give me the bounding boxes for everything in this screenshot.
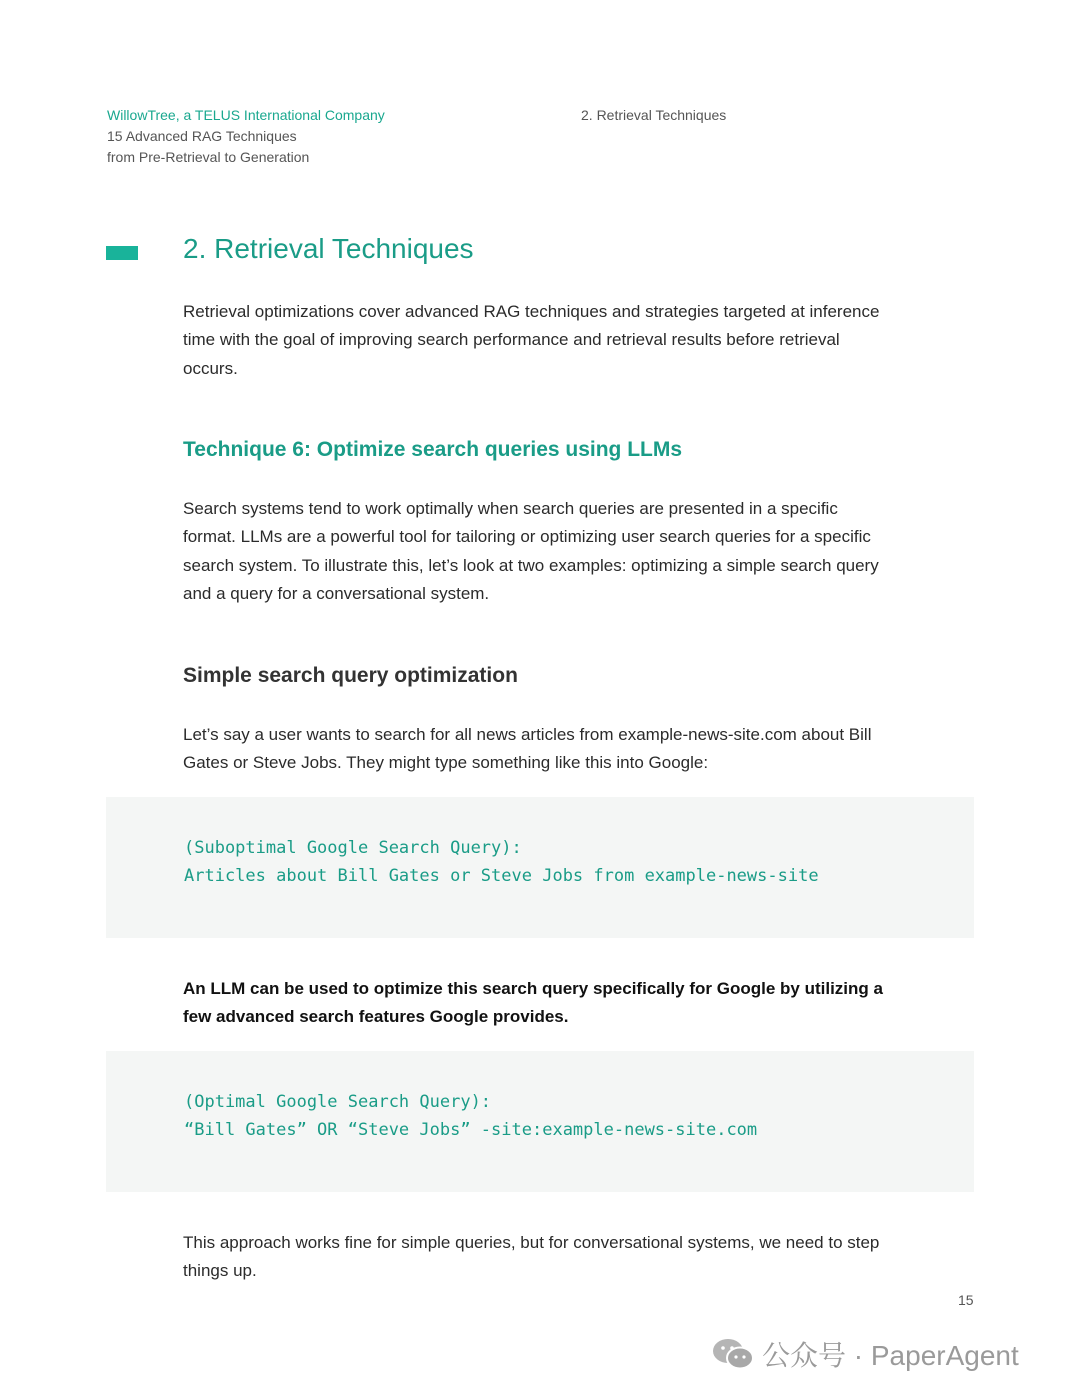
code-block-optimal — [106, 1051, 974, 1192]
document-subtitle: from Pre-Retrieval to Generation — [107, 149, 310, 165]
code-line: “Bill Gates” OR “Steve Jobs” -site:example-news-site.com — [184, 1120, 758, 1140]
watermark — [712, 1336, 1019, 1372]
example-intro-paragraph: Let’s say a user wants to search for all news articles from example-news-site.com about Bill Gates or Steve Jobs. They might type something like this into Google: — [183, 725, 872, 773]
code-line: (Suboptimal Google Search Query): — [184, 838, 522, 858]
company-name: WillowTree, a TELUS International Company — [107, 107, 385, 123]
llm-note-paragraph: An LLM can be used to optimize this search query specifically for Google by utilizing a few advanced search features Google provides. — [183, 979, 883, 1027]
closing-paragraph: This approach works fine for simple queries, but for conversational systems, we need to step things up. — [183, 1233, 880, 1281]
watermark-text: 公众号 · PaperAgent — [762, 1340, 1019, 1371]
section-title: 2. Retrieval Techniques — [183, 233, 474, 264]
code-block-suboptimal — [106, 797, 974, 938]
running-section-label: 2. Retrieval Techniques — [581, 107, 727, 123]
technique-paragraph: Search systems tend to work optimally when search queries are presented in a specific format. LLMs are a powerful tool for tailoring or optimizing user search queries for a specific search system. To illustrate this, let’s look at two examples: optimizing a simple search query and a query for a conversational system. — [183, 499, 879, 603]
code-line: Articles about Bill Gates or Steve Jobs from example-news-site — [184, 866, 819, 886]
page-number: 15 — [958, 1292, 974, 1308]
technique-heading: Technique 6: Optimize search queries using LLMs — [183, 438, 683, 461]
running-header — [107, 105, 385, 168]
intro-paragraph: Retrieval optimizations cover advanced RAG techniques and strategies targeted at inference time with the goal of improving search performance and retrieval results before retrieval occurs. — [183, 302, 880, 378]
code-line: (Optimal Google Search Query): — [184, 1092, 492, 1112]
subsection-heading: Simple search query optimization — [183, 664, 518, 687]
document-title: 15 Advanced RAG Techniques — [107, 128, 297, 144]
section-marker-bar — [106, 246, 138, 260]
wechat-icon — [712, 1337, 754, 1371]
